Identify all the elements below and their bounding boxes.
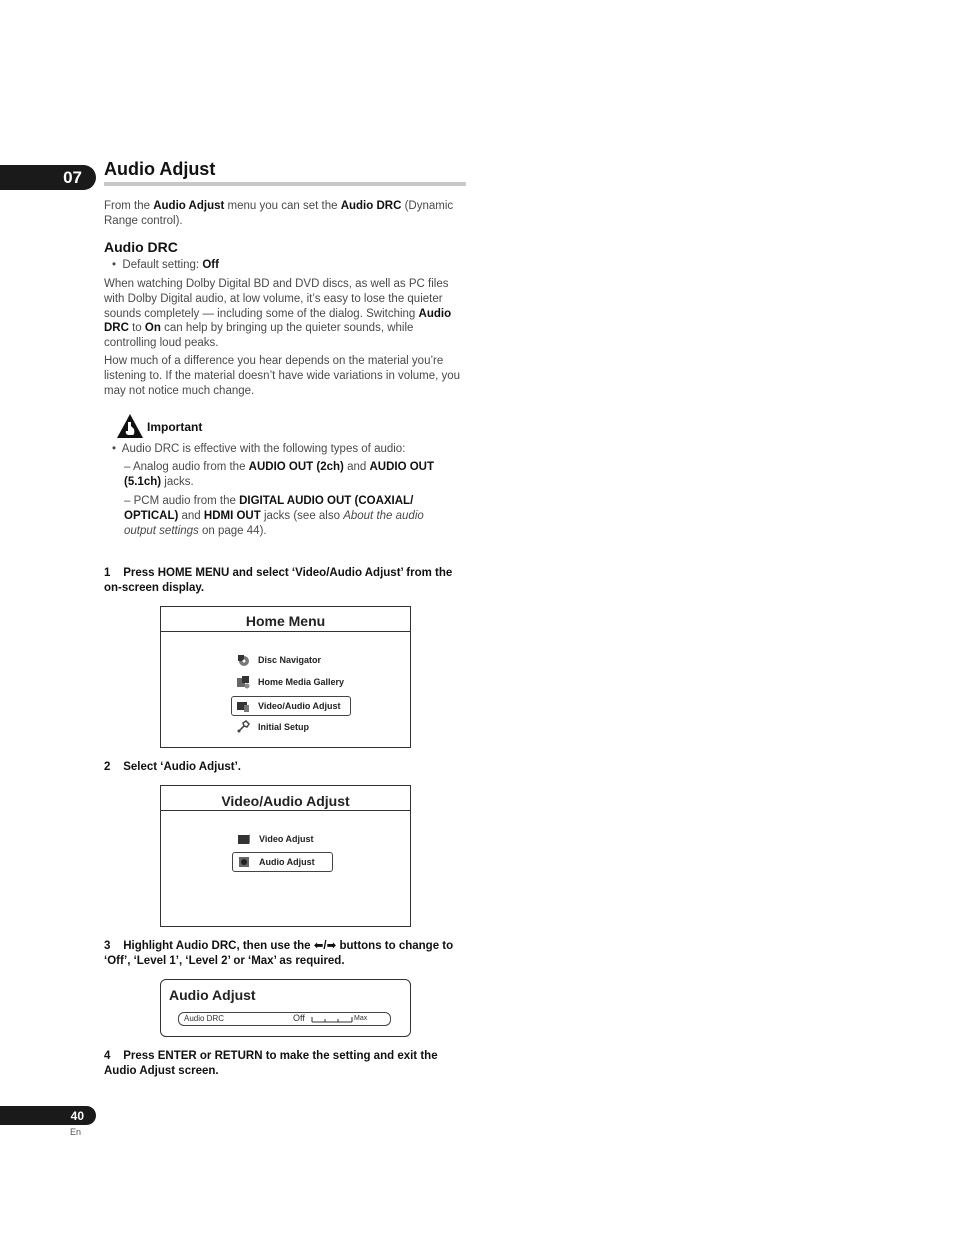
screen-divider <box>161 810 410 811</box>
step-3-number: 3 <box>104 940 111 952</box>
step-2-text: Select ‘Audio Adjust’. <box>123 761 241 773</box>
item1-bold-1: AUDIO OUT (2ch) <box>248 461 344 473</box>
drc-text-d: can help by bringing up the quieter sounds, while controlling loud peaks. <box>104 322 414 350</box>
step-4-text: Press ENTER or RETURN to make the setting and exit the Audio Adjust screen. <box>104 1050 438 1077</box>
intro-bold-2: Audio DRC <box>340 200 402 212</box>
default-setting-bullet <box>112 258 462 273</box>
step-3 <box>104 939 468 969</box>
screen-divider <box>161 631 410 632</box>
item2-text-d: jacks (see also <box>260 510 344 522</box>
item2-text-a: – PCM audio from the <box>124 495 240 507</box>
item1-text-c: and <box>343 461 370 473</box>
page-number-tab <box>0 1106 96 1125</box>
bullet-dot: • <box>112 259 117 271</box>
important-bullet <box>112 442 462 457</box>
step-4-number: 4 <box>104 1050 111 1062</box>
step-1-text: Press HOME MENU and select ‘Video/Audio Adjust’ from the on-screen display. <box>104 567 453 594</box>
title-divider <box>104 182 466 186</box>
menu-item-label: Video/Audio Adjust <box>258 701 341 711</box>
menu-item-video-adjust[interactable] <box>237 830 314 848</box>
drc-bold-2: On <box>144 322 161 335</box>
menu-item-label: Audio Adjust <box>259 857 315 867</box>
intro-text-3: (Dynamic Range control). <box>104 200 454 227</box>
drc-paragraph-1 <box>104 277 468 351</box>
menu-item-disc-navigator[interactable] <box>236 651 321 669</box>
item1-text-a: – Analog audio from the <box>124 461 249 473</box>
important-label: Important <box>147 420 203 434</box>
menu-item-home-media-gallery[interactable] <box>236 673 344 691</box>
item2-bold-1: DIGITAL AUDIO OUT (COAXIAL/ OPTICAL) <box>124 495 414 522</box>
menu-item-video-audio-adjust[interactable] <box>231 696 351 716</box>
drc-text-c: to <box>128 322 145 335</box>
page-number: 40 <box>70 1108 84 1123</box>
section-title: Audio Adjust <box>104 159 216 179</box>
step-2-number: 2 <box>104 761 111 773</box>
drc-paragraph-2: How much of a difference you hear depends on the material you’re listening to. If the material doesn’t have wide variations in volume, you may not notice much change. <box>104 355 461 397</box>
audio-drc-row-label: Audio DRC <box>184 1014 225 1023</box>
menu-item-label: Home Media Gallery <box>258 677 345 687</box>
left-right-arrows-icon: ⬅/➡ <box>313 940 337 952</box>
home-menu-title: Home Menu <box>245 613 326 629</box>
audio-drc-scale-max: Max <box>354 1015 368 1022</box>
video-audio-adjust-title: Video/Audio Adjust <box>221 793 350 809</box>
intro-text-1: From the <box>104 200 154 212</box>
bullet-dot: • <box>112 443 117 455</box>
step-3-text-b: buttons to change to ‘Off’, ‘Level 1’, ‘Level 2’ or ‘Max’ as required. <box>104 940 454 967</box>
step-1 <box>104 566 468 596</box>
audio-drc-heading: Audio DRC <box>104 239 178 255</box>
menu-item-initial-setup[interactable] <box>236 718 309 736</box>
menu-item-audio-adjust[interactable] <box>232 852 333 872</box>
item2-bold-2: HDMI OUT <box>203 510 261 522</box>
video-adjust-icon <box>237 832 251 846</box>
important-item-1 <box>124 460 454 490</box>
audio-adjust-screen <box>160 979 411 1037</box>
initial-setup-icon <box>236 720 250 734</box>
item2-italic-ref: About the audio output settings <box>124 510 424 537</box>
intro-paragraph <box>104 199 468 229</box>
important-bullet-text: Audio DRC is effective with the following types of audio: <box>121 443 406 455</box>
item1-text-d: jacks. <box>161 476 194 488</box>
default-setting-value: Off <box>202 259 219 271</box>
menu-item-label: Initial Setup <box>258 722 310 732</box>
chapter-number-tab <box>0 165 96 190</box>
audio-drc-row[interactable] <box>178 1012 391 1026</box>
step-1-number: 1 <box>104 567 111 579</box>
intro-bold-1: Audio Adjust <box>153 200 225 212</box>
drc-bold-1: Audio DRC <box>104 307 452 335</box>
important-warning-icon <box>116 413 144 439</box>
item1-bold-2: AUDIO OUT (5.1ch) <box>124 461 434 488</box>
audio-drc-level-scale[interactable] <box>311 1015 353 1023</box>
important-item-2 <box>124 494 454 539</box>
step-2 <box>104 760 468 775</box>
audio-adjust-title: Audio Adjust <box>169 987 256 1003</box>
default-setting-label: Default setting: <box>122 259 203 271</box>
video-audio-adjust-icon <box>236 699 250 713</box>
audio-drc-row-value: Off <box>293 1013 305 1023</box>
video-audio-adjust-screen <box>160 785 411 927</box>
intro-text-2: menu you can set the <box>224 200 341 212</box>
item2-text-c: and <box>178 510 204 522</box>
media-gallery-icon <box>236 675 250 689</box>
disc-navigator-icon <box>236 653 250 667</box>
home-menu-screen <box>160 606 411 748</box>
chapter-number: 07 <box>63 167 82 187</box>
language-code: En <box>70 1127 82 1137</box>
drc-text-a: When watching Dolby Digital BD and DVD discs, as well as PC files with Dolby Digital audio, at low volume, it’s easy to lose the quieter sounds completely — including some of the dialog. Switching <box>104 278 449 320</box>
item2-text-e: on page 44). <box>198 525 267 537</box>
menu-item-label: Video Adjust <box>259 834 314 844</box>
step-3-text-a: Highlight Audio DRC, then use the <box>123 940 314 952</box>
audio-adjust-icon <box>237 855 251 869</box>
step-4 <box>104 1049 468 1079</box>
menu-item-label: Disc Navigator <box>258 655 322 665</box>
